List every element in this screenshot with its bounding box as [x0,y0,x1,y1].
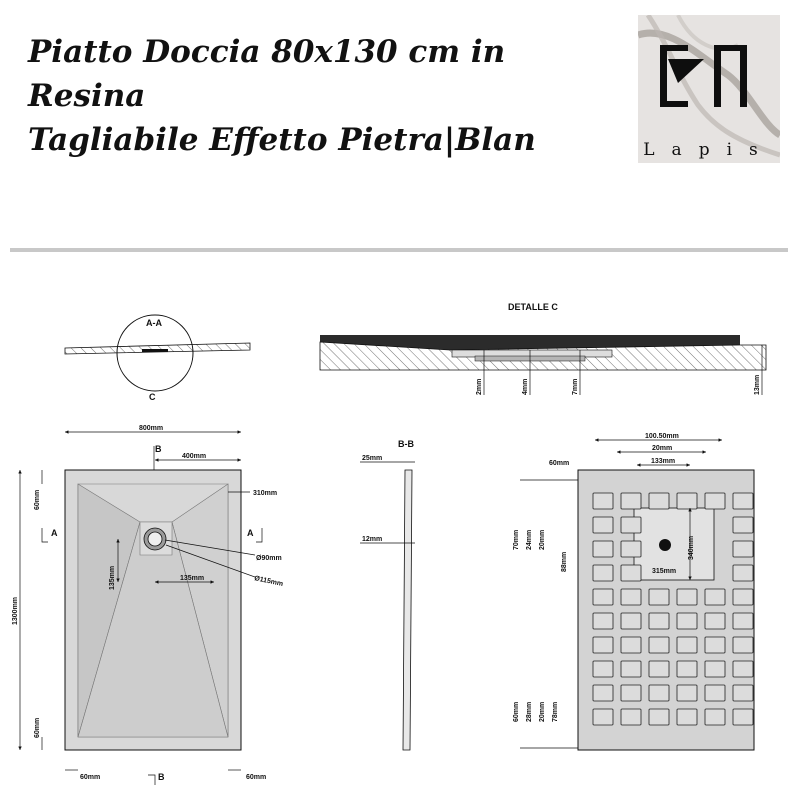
underside-b2: 28mm [526,701,533,722]
underside-rib-cell [733,613,753,629]
underside-rib-cell [733,661,753,677]
title-line-1: Piatto Doccia 80x130 cm in Resina [28,34,506,114]
underside-rib-cell [705,589,725,605]
underside-v3: 20mm [539,529,546,550]
title-line-2: Tagliabile Effetto Pietra|Blan [28,122,536,158]
detail-c-title: DETALLE C [508,302,558,312]
underside-rib-cell [733,493,753,509]
detail-c [320,302,766,395]
underside-rib-cell [593,685,613,701]
section-bb-label: B-B [398,439,414,449]
plan-right-edge: 60mm [246,774,267,781]
section-bb-thickness: 12mm [362,536,383,543]
underside-rib-cell [649,709,669,725]
drain-offset-v: 135mm [109,565,116,590]
underside-rib-cell [677,709,697,725]
underside-d2: 20mm [652,445,673,452]
underside-rib-cell [649,589,669,605]
underside-rib-cell [705,493,725,509]
underside-rib-cell [677,493,697,509]
detail-dim-13mm: 13mm [754,374,761,395]
underside-rib-cell [733,517,753,533]
detail-dim-2mm: 2mm [476,378,483,395]
plan-half-width: 400mm [182,453,207,460]
underside-rib-cell [593,709,613,725]
underside-hole-w: 315mm [652,568,677,575]
underside-d1: 100.50mm [645,433,679,440]
detail-dim-7mm: 7mm [572,378,579,395]
underside-rib-cell [649,493,669,509]
section-aa [65,315,250,402]
underside-rib-cell [733,541,753,557]
underside-rib-cell [593,541,613,557]
underside-rib-cell [733,565,753,581]
plan-left-edge: 60mm [80,774,101,781]
underside-b3: 20mm [539,701,546,722]
section-a-right: A [247,528,254,538]
detail-marker-c: C [149,392,156,402]
drain-diameter-115: Ø115mm [253,575,284,589]
underside-rib-cell [593,661,613,677]
underside-rib-cell [649,613,669,629]
underside-rib-cell [593,493,613,509]
section-bb-top: 25mm [362,455,383,462]
brand-wordmark: Lapis [643,140,775,160]
underside-rib-cell [593,589,613,605]
underside-rib-cell [733,637,753,653]
underside-rib-cell [705,661,725,677]
underside-rib-cell [705,685,725,701]
underside-hole-h: 340mm [688,535,695,560]
plan-length: 1300mm [12,596,19,625]
section-aa-label: A-A [146,318,162,328]
underside-rib-cell [649,661,669,677]
plan-bottom-edge: 60mm [34,717,41,738]
underside-v1: 70mm [513,529,520,550]
section-bb [360,439,415,750]
underside-rib-cell [593,613,613,629]
underside-v4: 88mm [561,551,568,572]
underside-rib-cell [705,637,725,653]
underside-rib-cell [621,685,641,701]
underside-rib-cell [621,493,641,509]
underside-v2: 24mm [526,529,533,550]
drain-diameter-90: Ø90mm [256,555,282,562]
underside-rib-cell [649,637,669,653]
section-a-left: A [51,528,58,538]
underside-b1: 60mm [513,701,520,722]
underside-rib-cell [733,685,753,701]
section-b-top: B [155,444,162,454]
underside-rib-cell [621,613,641,629]
underside-rib-cell [677,613,697,629]
underside-left: 60mm [549,460,570,467]
underside-b4: 78mm [552,701,559,722]
underside-rib-cell [621,541,641,557]
underside-rib-cell [677,661,697,677]
underside-rib-cell [649,685,669,701]
underside-rib-cell [733,709,753,725]
underside-rib-cell [621,661,641,677]
underside-rib-cell [705,613,725,629]
underside-rib-cell [705,709,725,725]
drain-offset-h: 135mm [180,575,205,582]
underside-rib-cell [621,517,641,533]
underside-d3: 133mm [651,458,676,465]
detail-dim-4mm: 4mm [522,378,529,395]
underside-rib-cell [621,565,641,581]
underside-rib-cell [593,565,613,581]
underside-rib-cell [621,589,641,605]
plan-view [12,425,284,785]
section-b-bottom: B [158,772,165,782]
plan-corner: 310mm [253,490,278,497]
underside-rib-cell [593,517,613,533]
underside-rib-cell [621,637,641,653]
underside-rib-cell [677,685,697,701]
plan-top-edge: 60mm [34,489,41,510]
plan-width: 800mm [139,425,164,432]
underside-rib-cell [677,589,697,605]
underside-rib-cell [621,709,641,725]
underside-view [513,433,754,750]
underside-rib-cell [593,637,613,653]
underside-rib-cell [733,589,753,605]
underside-rib-cell [677,637,697,653]
